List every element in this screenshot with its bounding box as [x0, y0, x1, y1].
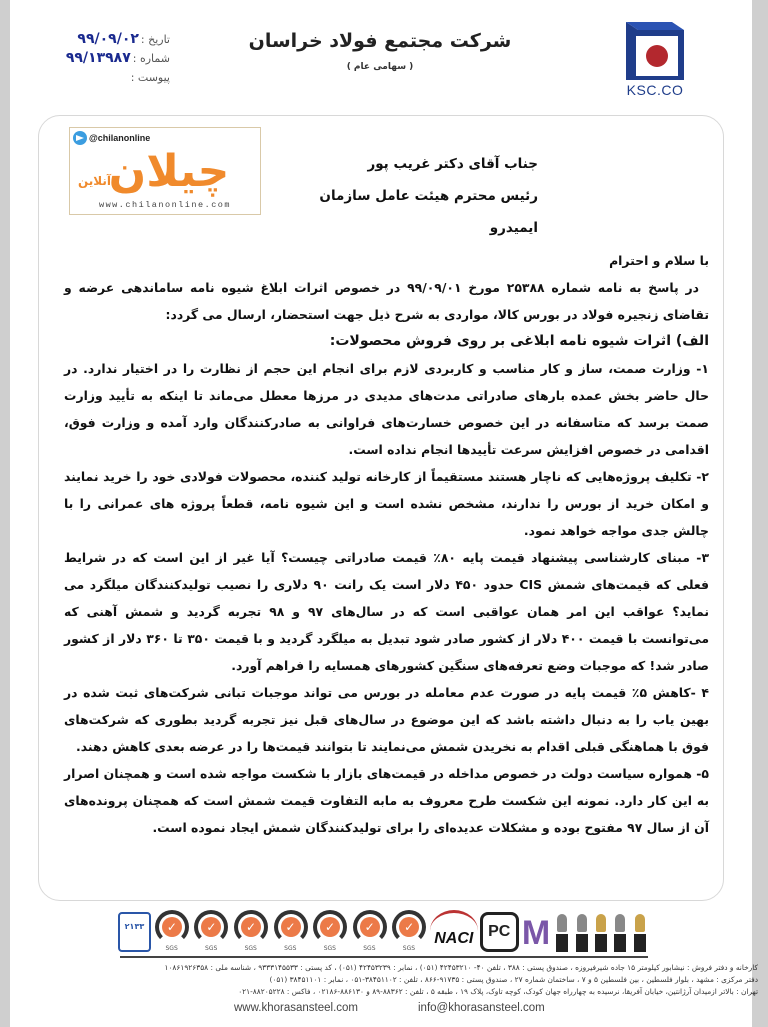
certification-logos: [118, 906, 648, 952]
trophy-icon: [553, 910, 570, 952]
factory-address: کارخانه و دفتر فروش : نیشابور کیلومتر ۱۵ جاده شیرفیروزه ، صندوق پستی : ۳۸۸ ، تلفن ۴۰- ۴۲۴۵۳۲۱۰ (۰۵۱) ، نمابر : ۴۲۴۵۳۲۳۹ (۰۵۱) ، کد پستی : ۹۳۳۳۱۴۵۵۳۳ ، شناسه ملی : ۱۰۸۶۱۹۲۶۳۵۸: [164, 963, 758, 972]
company-logo: [622, 20, 688, 100]
sgs-icon: ✓ SGS: [351, 910, 389, 952]
tehran-address: تهران : بالاتر ازمیدان آرژانتین، خیابان آفریقا، نرسیده به چهارراه جهان کودک، کوچه تاوک، پلاک ۱۹ ، طبقه ۵ ، تلفن : ۸۸۳۶۲-۸۹ و ۸۸۶۱۳۰-۰۲۱۸۶ ، فاکس : ۸۸۲۰۵۲۲۸-۰۲۱: [238, 987, 758, 996]
list-item: ۴ -کاهش ۵٪ قیمت پایه در صورت عدم معامله در بورس می تواند موجبات تبانی شرکت‌های ثبت شده در بهین یاب را به دنبال داشته باشد که این موضوع در سال‌های قبل نیز تجربه گردید بطوری که شرکت‌های فوق با هماهنگی قبلی اقدام به نخریدن شمش می‌نمایند تا بتوانند قیمت‌ها را در عرضه بعدی کاهش دهند.: [64, 685, 709, 754]
logo-text: KSC.CO: [626, 82, 684, 98]
sgs-icon: ✓ SGS: [311, 910, 349, 952]
ksc-cube-icon: [626, 22, 684, 80]
footer-divider: [120, 956, 648, 958]
cert-label: SGS: [363, 945, 376, 952]
attachment-row: [50, 68, 170, 87]
footer-addresses: [66, 962, 758, 998]
cert-label: SGS: [323, 945, 336, 952]
trophy-icon: [592, 910, 609, 952]
screen-edge-right: [752, 0, 768, 1027]
head-office-address: دفتر مرکزی : مشهد ، بلوار فلسطین ، بین فلسطین ۵ و ۷ ، ساختمان شماره ۲۷ ، صندوق پستی : ۹۱۷۳۵-۸۶۶ ، تلفن : ۳۸۴۵۱۱۰۲-۰۵۱ ، نمابر : ۳۸۴۵۱۱۰۱ (۰۵۱): [269, 975, 758, 984]
watermark-handle: @chilanonline: [89, 133, 151, 143]
naci-icon: NACI: [430, 910, 478, 952]
cert-label: SGS: [165, 945, 178, 952]
trophy-icon: [573, 910, 590, 952]
cert-label: SGS: [402, 945, 416, 952]
list-item: ۵- همواره سیاست دولت در خصوص مداخله در قیمت‌های بازار با شکست مواجه شده است و همچنان اصرار به این کار دارد. نمونه این شکست طرح معروف به مابه التفاوت قیمت شمش است که همچنان پرونده‌های آن از سال ۹۷ مفتوح بوده و مشکلات عدیده‌ای را برای تولیدکنندگان شمش ایجاد نموده است.: [64, 766, 709, 835]
intro-paragraph: در پاسخ به نامه شماره ۲۵۳۸۸ مورخ ۹۹/۰۹/۰۱ در خصوص اثرات ابلاغ شیوه نامه ساماندهی عرضه و تقاضای زنجیره فولاد در بورس کالا، مواردی به شرح ذیل جهت استحضار، ارسال می گردد:: [64, 280, 709, 322]
website-link[interactable]: www.khorasansteel.com: [234, 1002, 358, 1014]
sgs-icon: ✓ SGS: [272, 910, 310, 952]
watermark-logo: چیلان: [108, 146, 230, 197]
addressee: [278, 148, 538, 244]
trophy-icon: [631, 910, 648, 952]
sgs-icon: ✓ SGS: [192, 910, 230, 952]
company-type: ( سهامی عام ): [346, 62, 414, 72]
trophy-icon: [611, 910, 628, 952]
number-value: ۹۹/۱۳۹۸۷: [65, 50, 131, 66]
screen-edge-left: [0, 0, 10, 1027]
number-label: شماره :: [132, 52, 170, 65]
attachment-label: پیوست :: [130, 71, 170, 84]
section-heading: الف) اثرات شیوه نامه ابلاغی بر روی فروش محصولات:: [329, 333, 709, 349]
email-link[interactable]: info@khorasansteel.com: [418, 1002, 545, 1014]
iso-standard-icon: [118, 912, 151, 952]
letterhead-title: [200, 30, 560, 72]
letter-body: [64, 247, 709, 841]
greeting: با سلام و احترام: [609, 253, 709, 268]
addressee-title: رئیس محترم هیئت عامل سازمان ایمیدرو: [319, 188, 538, 236]
number-row: [50, 49, 170, 68]
sgs-icon: ✓ SGS: [232, 910, 270, 952]
cert-label: ۲۱۳۳: [124, 922, 145, 931]
chilan-watermark: [69, 127, 261, 215]
list-item: ۳- مبنای کارشناسی پیشنهاد قیمت پایه ۸۰٪ قیمت صادراتی چیست؟ آیا غیر از این است که در شرایط فعلی که قیمت‌های شمش CIS حدود ۴۵۰ دلار است یک رانت ۹۰ دلاری را نصیب تولیدکنندگان میلگرد می نماید؟ عواقب این امر همان عواقبی است که در سال‌های ۹۷ و ۹۸ تجربه گردید و شمش آهنی که می‌توانست با قیمت ۴۰۰ دلار از کشور صادر شود تبدیل به میلگرد گردید و با قیمت ۳۵۰ تا ۳۶۰ دلار از کشور صادر شد! که موجبات وضع تعرفه‌های سنگین کشورهای همسایه را فراهم آورد.: [64, 550, 710, 673]
cert-label: SGS: [205, 945, 218, 952]
company-name: شرکت مجتمع فولاد خراسان: [248, 30, 512, 52]
pct-icon: PC: [480, 912, 519, 952]
date-value: ۹۹/۰۹/۰۲: [77, 31, 139, 47]
watermark-url: www.chilanonline.com: [98, 200, 232, 210]
date-row: [50, 30, 170, 49]
cert-label: SGS: [284, 945, 297, 952]
list-item: ۱- وزارت صمت، ساز و کار مناسب و کاربردی لازم برای انجام این حجم از نظارت را در اختیار ندارد. در حال حاضر بخش عمده بارهای صادراتی مدت‌های مدیدی در مرزها معطل می‌ماند تا اینکه به تأیید وزارت صمت برسد که متاسفانه در این خصوص خسارت‌های فراوانی به صادرکنندگان وارد آمده و وزارت فوق، اقدامی در خصوص افزایش سرعت تأییدها انجام نداده است.: [64, 361, 709, 457]
list-item: ۲- تکلیف پروژه‌هایی که ناچار هستند مستقیماً از کارخانه تولید کننده، محصولات فولادی خود را خرید نمایند و امکان خرید از بورس را ندارند، مشخص نشده است و این شیوه نامه، قطعاً پروژه های عمرانی را با چالش جدی مواجه خواهد نمود.: [64, 469, 709, 538]
date-label: تاریخ :: [140, 33, 170, 46]
cert-label: SGS: [244, 945, 257, 952]
letter-meta: [50, 30, 170, 87]
addressee-name: جناب آقای دکتر غریب پور: [367, 156, 538, 172]
watermark-subtext: آنلاین: [78, 174, 112, 188]
m-mark-icon: M: [521, 914, 551, 952]
sgs-icon: ✓ SGS: [390, 910, 428, 952]
sgs-icon: ✓ SGS: [153, 910, 191, 952]
